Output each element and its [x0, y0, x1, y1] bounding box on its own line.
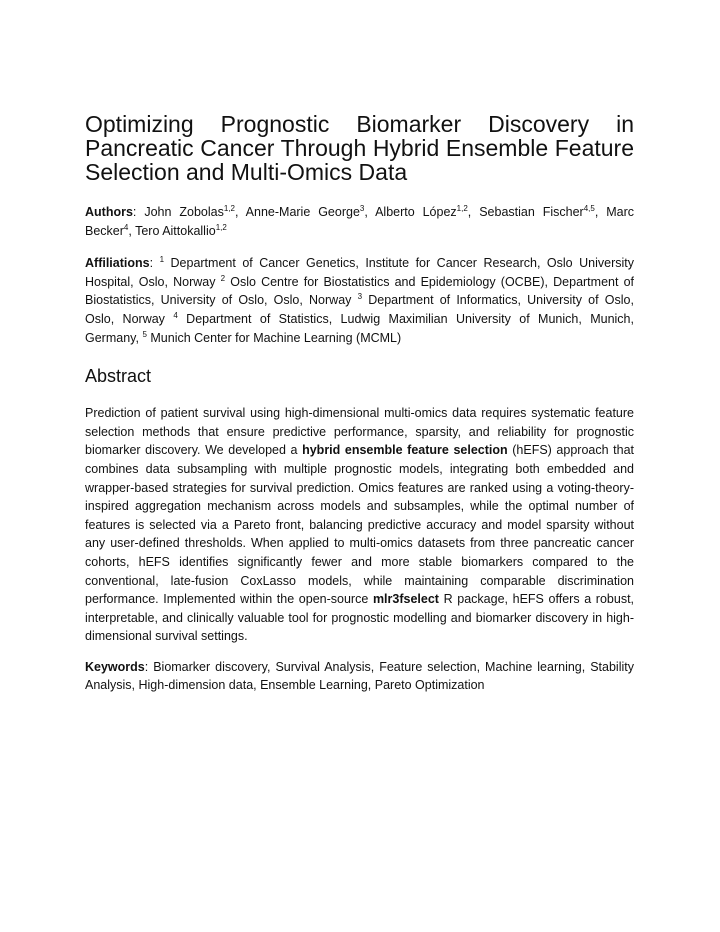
author-name: Anne-Marie George [245, 205, 360, 219]
keywords-text: Biomarker discovery, Survival Analysis, Feature selection, Machine learning, Stability Analysis, High-dimension data, Ensemble Learning, Pareto Optimization [85, 659, 634, 693]
abstract-text-part: Prediction of patient survival using high-dimensional multi-omics data requires systematic feature selection methods that ensure predictive performance, sparsity, and reliability for prognostic biomarker discovery. We developed a [85, 406, 634, 458]
author-name: Sebastian Fischer [479, 205, 584, 219]
affiliation-text: Department of Informatics, University of Oslo, Oslo, Norway [85, 293, 634, 326]
affiliation-mark: 2 [220, 273, 226, 283]
abstract-emphasis-hefs: hybrid ensemble feature selection [302, 443, 508, 458]
abstract-text-part: (hEFS) approach that combines data subsampling with multiple prognostic models, integrating both embedded and wrapper-based strategies for survival prediction. Omics features are ranked using a voting-theory-inspired aggregation mechanism across models and subsamples, while the optimal number of features is selected via a Pareto front, balancing predictive accuracy and model sparsity without any user-defined thresholds. When applied to multi-omics datasets from three pancreatic cancer cohorts, hEFS identifies significantly fewer and more stable biomarkers compared to the conventional, late-fusion CoxLasso models, while maintaining comparable discrimination performance. Implemented within the open-source [85, 443, 635, 607]
author-name: Alberto López [375, 205, 457, 219]
paper-page [85, 112, 634, 695]
authors-line: Authors: John Zobolas$^{1,2}$, Anne-Marie George$^3$, Alberto López$^{1,2}$, Sebastian Fischer$^{4,5}$, Marc Becker$^4$, Tero Aittokallio$^{1,2}$ [85, 204, 635, 238]
abstract-text-part: R package, hEFS offers a robust, interpretable, and clinically valuable tool for prognostic modelling and biomarker discovery in high-dimensional survival settings. [85, 592, 635, 644]
affiliations-block: Affiliations: $^1$ Department of Cancer Genetics, Institute for Cancer Research, Oslo University Hospital, Oslo, Norway $^2$ Oslo Centre for Biostatistics and Epidemiology (OCBE), Department of Biostatistics, University of Oslo, Oslo, Norway $^3$ Department of Informatics, University of Oslo, Oslo, Norway $^4$ Department of Statistics, Ludwig Maximilian University of Munich, Munich, Germany, $^5$ Munich Center for Machine Learning (MCML) [85, 255, 635, 345]
affiliation-text: Munich Center for Machine Learning (MCML) [150, 330, 402, 345]
abstract-emphasis-package: mlr3fselect [372, 592, 439, 607]
paper-title: Optimizing Prognostic Biomarker Discovery in Pancreatic Cancer Through Hybrid Ensemble Feature Selection and Multi-Omics Data [85, 111, 634, 185]
affiliations-label: Affiliations [85, 256, 150, 271]
author-affiliation-mark: 4,5 [583, 204, 595, 213]
affiliation-mark: 3 [357, 292, 363, 302]
author-name: Tero Aittokallio [135, 223, 216, 238]
author-affiliation-mark: 1,2 [223, 204, 235, 213]
authors-label: Authors [85, 205, 133, 219]
affiliation-mark: 1 [159, 255, 165, 265]
author-affiliation-mark: 1,2 [215, 222, 227, 232]
keywords-block: Keywords: Biomarker discovery, Survival Analysis, Feature selection, Machine learning, Stability Analysis, High-dimension data, Ensemble Learning, Pareto Optimization [85, 659, 634, 693]
affiliation-mark: 5 [142, 329, 147, 339]
abstract-heading: Abstract [85, 366, 152, 387]
author-name: John Zobolas [144, 205, 224, 219]
author-affiliation-mark: 1,2 [456, 204, 468, 213]
abstract-text [85, 404, 634, 646]
affiliation-text: Department of Cancer Genetics, Institute for Cancer Research, Oslo University Hospital, Oslo, Norway [85, 256, 634, 289]
affiliation-text: Oslo Centre for Biostatistics and Epidemiology (OCBE), Department of Biostatistics, University of Oslo, Oslo, Norway [85, 274, 635, 308]
affiliation-text: Department of Statistics, Ludwig Maximilian University of Munich, Munich, Germany, [85, 311, 634, 345]
affiliation-mark: 4 [173, 310, 178, 320]
author-affiliation-mark: 4 [123, 222, 129, 232]
author-affiliation-mark: 3 [359, 204, 365, 213]
keywords-label: Keywords [85, 659, 145, 674]
author-name: Marc Becker [85, 205, 635, 238]
